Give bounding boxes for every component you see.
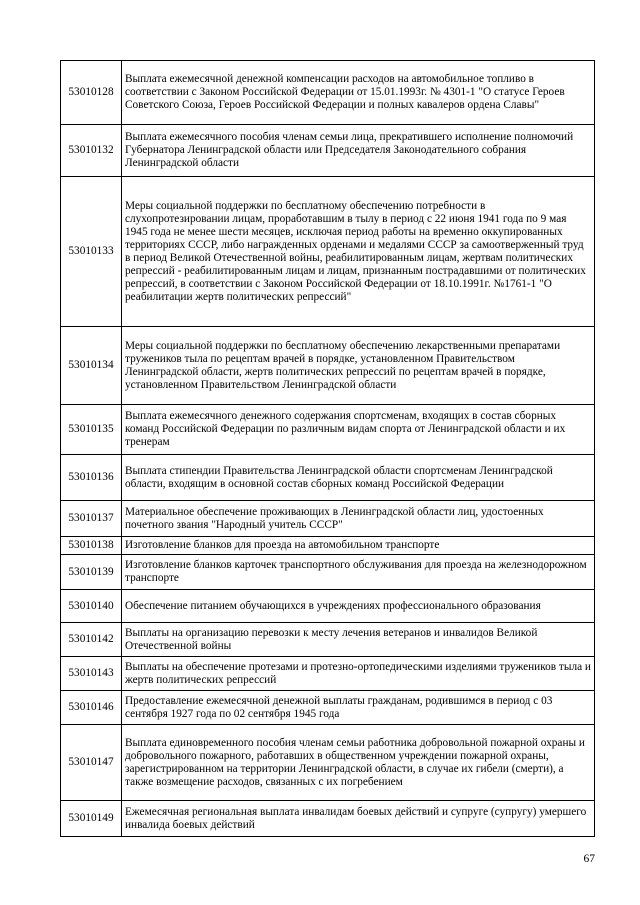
row-description: Выплата ежемесячного денежного содержания спортсменам, входящих в состав сборных команд Российской Федерации по различным видам спорта от Ленинградской области и их тренерам <box>122 405 595 455</box>
table-row <box>61 537 595 555</box>
row-code: 53010146 <box>61 691 122 725</box>
table-row <box>61 177 595 327</box>
row-code: 53010128 <box>61 61 122 125</box>
budget-codes-table <box>60 60 595 837</box>
row-code: 53010132 <box>61 125 122 177</box>
row-description: Выплата стипендии Правительства Ленинградской области спортсменам Ленинградской области, входящим в основной состав сборных команд Российской Федерации <box>122 455 595 501</box>
row-code: 53010147 <box>61 725 122 801</box>
row-code: 53010134 <box>61 327 122 405</box>
row-description: Выплата ежемесячного пособия членам семьи лица, прекратившего исполнение полномочий Губернатора Ленинградской области или Председателя Законодательного собрания Ленинградской области <box>122 125 595 177</box>
table-row <box>61 623 595 657</box>
row-code: 53010143 <box>61 657 122 691</box>
row-description: Выплаты на обеспечение протезами и протезно-ортопедическими изделиями тружеников тыла и жертв политических репрессий <box>122 657 595 691</box>
row-code: 53010135 <box>61 405 122 455</box>
table-row <box>61 801 595 837</box>
row-description: Материальное обеспечение проживающих в Ленинградской области лиц, удостоенных почетного звания "Народный учитель СССР" <box>122 501 595 537</box>
row-description: Меры социальной поддержки по бесплатному обеспечению лекарственными препаратами тружеников тыла по рецептам врачей в порядке, установленном Правительством Ленинградской области, жертв политических репрессий по рецептам врачей в порядке, установленном Правительством Ленинградской области <box>122 327 595 405</box>
row-description: Изготовление бланков карточек транспортного обслуживания для проезда на железнодорожном транспорте <box>122 555 595 590</box>
table-row <box>61 555 595 590</box>
table-row <box>61 691 595 725</box>
table-row <box>61 405 595 455</box>
row-description: Обеспечение питанием обучающихся в учреждениях профессионального образования <box>122 590 595 623</box>
table-row <box>61 455 595 501</box>
table-row <box>61 61 595 125</box>
row-code: 53010137 <box>61 501 122 537</box>
row-description: Предоставление ежемесячной денежной выплаты гражданам, родившимся в период с 03 сентября 1927 года по 02 сентября 1945 года <box>122 691 595 725</box>
table-row <box>61 501 595 537</box>
row-code: 53010136 <box>61 455 122 501</box>
page-number: 67 <box>583 853 595 865</box>
row-code: 53010139 <box>61 555 122 590</box>
table-row <box>61 657 595 691</box>
row-description: Выплаты на организацию перевозки к месту лечения ветеранов и инвалидов Великой Отечественной войны <box>122 623 595 657</box>
row-description: Выплата ежемесячной денежной компенсации расходов на автомобильное топливо в соответствии с Законом Российской Федерации от 15.01.1993г. № 4301-1 "О статусе Героев Советского Союза, Героев Российской Федерации и полных кавалеров ордена Славы" <box>122 61 595 125</box>
row-description: Ежемесячная региональная выплата инвалидам боевых действий и супруге (супругу) умершего инвалида боевых действий <box>122 801 595 837</box>
table-row <box>61 725 595 801</box>
row-code: 53010142 <box>61 623 122 657</box>
table-row <box>61 590 595 623</box>
row-code: 53010133 <box>61 177 122 327</box>
row-code: 53010149 <box>61 801 122 837</box>
row-description: Выплата единовременного пособия членам семьи работника добровольной пожарной охраны и добровольного пожарного, работавших в общественном учреждении пожарной охраны, зарегистрированном на территории Ленинградской области, в случае их гибели (смерти), а также возмещение расходов, связанных с их погребением <box>122 725 595 801</box>
row-code: 53010140 <box>61 590 122 623</box>
table-row <box>61 125 595 177</box>
row-description: Изготовление бланков для проезда на автомобильном транспорте <box>122 537 595 555</box>
table-row <box>61 327 595 405</box>
row-code: 53010138 <box>61 537 122 555</box>
row-description: Меры социальной поддержки по бесплатному обеспечению потребности в слухопротезировании лицам, проработавшим в тылу в период с 22 июня 1941 года по 9 мая 1945 года не менее шести месяцев, исключая период работы на временно оккупированных территориях СССР, либо награжденных орденами и медалями СССР за самоотверженный труд в период Великой Отечественной войны, реабилитированным лицам, жертвам политических репрессий - реабилитированным лицам и лицам, признанным пострадавшими от политических репрессий, в соответствии с Законом Российской Федерации от 18.10.1991г. №1761-1 "О реабилитации жертв политических репрессий" <box>122 177 595 327</box>
